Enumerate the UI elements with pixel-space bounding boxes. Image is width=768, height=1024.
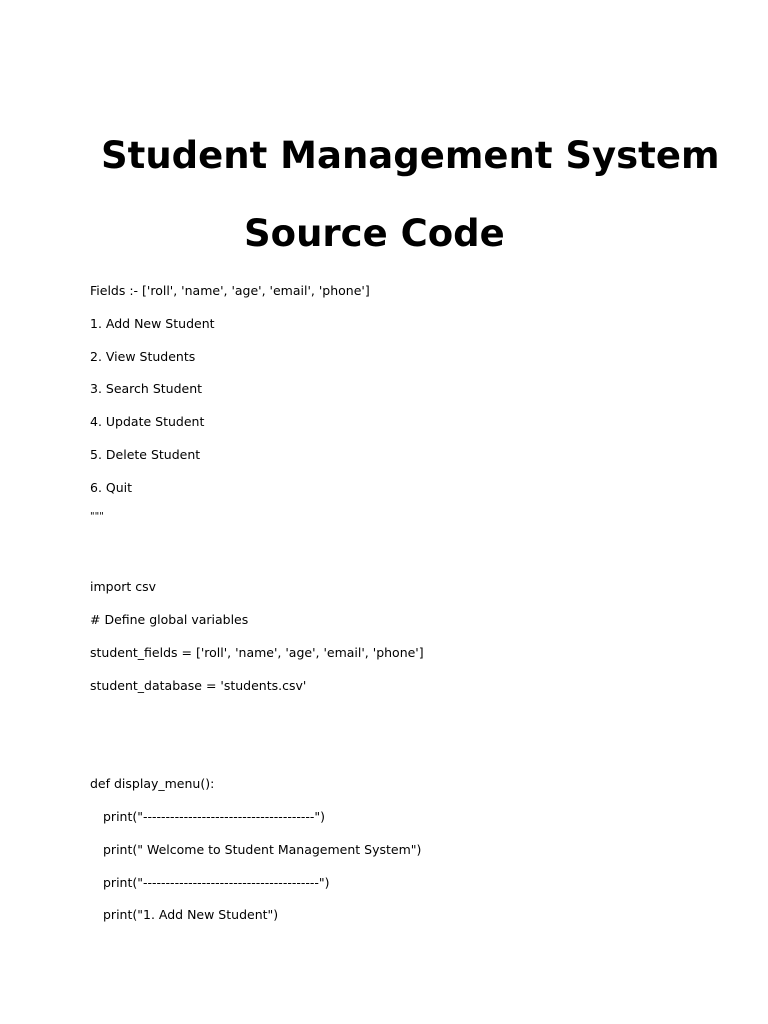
code-print-line: print(" Welcome to Student Management System") [103,842,422,857]
code-print-line: print("1. Add New Student") [103,907,279,922]
code-fields-assign: student_fields = ['roll', 'name', 'age', 'email', 'phone'] [90,645,424,660]
document-subtitle: Source Code [244,212,505,255]
code-database-assign: student_database = 'students.csv' [90,678,307,693]
fields-line: Fields :- ['roll', 'name', 'age', 'email', 'phone'] [90,283,370,298]
document-title: Student Management System [101,134,720,177]
menu-item-update: 4. Update Student [90,414,205,429]
menu-item-view: 2. View Students [90,349,196,364]
code-print-line: print("---------------------------------------") [103,875,330,890]
code-import-line: import csv [90,579,157,594]
menu-item-delete: 5. Delete Student [90,447,201,462]
menu-item-quit: 6. Quit [90,480,133,495]
docstring-close: """ [90,511,104,522]
code-print-line: print("--------------------------------------") [103,809,326,824]
code-comment-line: # Define global variables [90,612,249,627]
code-def-line: def display_menu(): [90,776,215,791]
menu-item-add: 1. Add New Student [90,316,215,331]
menu-item-search: 3. Search Student [90,381,203,396]
